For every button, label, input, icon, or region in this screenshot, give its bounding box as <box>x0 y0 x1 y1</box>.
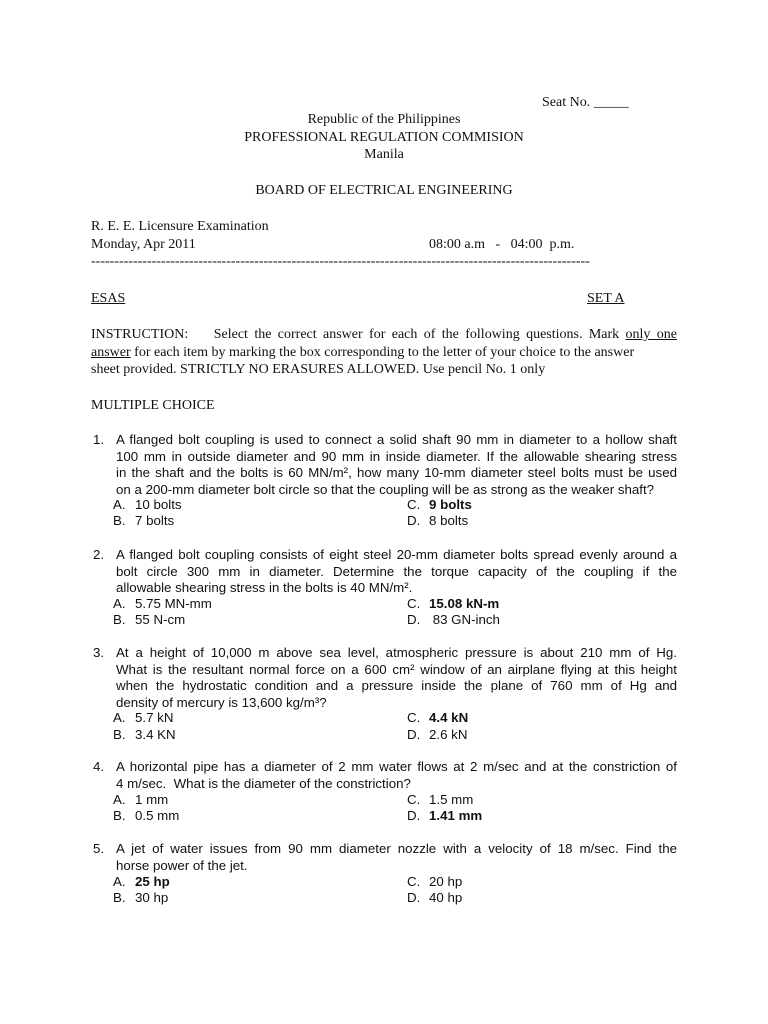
question-line: horse power of the jet. <box>116 857 248 873</box>
board-heading: BOARD OF ELECTRICAL ENGINEERING <box>255 183 513 198</box>
option-b: B. 55 N-cm <box>113 612 186 627</box>
instruction-block <box>91 326 677 379</box>
subject-label: ESAS <box>91 291 126 306</box>
option-b: B. 0.5 mm <box>113 808 180 823</box>
question-text <box>116 841 677 874</box>
option-c-correct: C. 9 bolts <box>407 497 472 512</box>
question-text <box>116 645 677 711</box>
option-b: B. 30 hp <box>113 890 169 905</box>
option-c-correct: C. 15.08 kN-m <box>407 596 500 611</box>
question-text <box>116 547 677 597</box>
option-c: C. 20 hp <box>407 874 463 889</box>
question-line: when the hydrostatic condition and a pressure inside the plane of 760 mm of Hg and <box>116 678 677 693</box>
question-line: on a 200-mm diameter bolt circle so that the coupling will be as strong as the weaker shaft? <box>116 481 655 497</box>
question-text <box>116 432 677 498</box>
set-label: SET A <box>587 291 625 306</box>
republic-heading: Republic of the Philippines <box>307 112 461 127</box>
option-d: D. 8 bolts <box>407 513 469 528</box>
seat-number: Seat No. _____ <box>542 95 629 110</box>
question-text <box>116 759 677 792</box>
question-line: 4 m/sec. What is the diameter of the constriction? <box>116 775 411 791</box>
question-line: A horizontal pipe has a diameter of 2 mm water flows at 2 m/sec and at the constriction of <box>116 759 677 774</box>
option-a: A. 5.75 MN-mm <box>113 596 212 611</box>
question-line: A jet of water issues from 90 mm diameter nozzle with a velocity of 18 m/sec. Find the <box>116 841 677 856</box>
question-number: 3. <box>93 645 105 660</box>
question-line: What is the resultant normal force on a 600 cm² window of an airplane flying at this height <box>116 661 677 677</box>
exam-time: 08:00 a.m - 04:00 p.m. <box>429 237 575 252</box>
question-number: 2. <box>93 547 105 562</box>
option-a: A. 10 bolts <box>113 497 182 512</box>
section-title: MULTIPLE CHOICE <box>91 398 215 413</box>
option-d: D. 40 hp <box>407 890 463 905</box>
question-number: 1. <box>93 432 105 447</box>
question-line: At a height of 10,000 m above sea level, atmospheric pressure is about 210 mm of Hg. <box>116 645 677 660</box>
option-a: A. 1 mm <box>113 792 169 807</box>
option-d: D. 83 GN-inch <box>407 612 500 627</box>
question-number: 5. <box>93 841 105 856</box>
question-line: A flanged bolt coupling consists of eight steel 20-mm diameter bolts spread evenly around a <box>116 547 677 562</box>
instruction-text-2: for each item by marking the box corresponding to the letter of your choice to the answer <box>134 344 635 360</box>
option-d: D. 2.6 kN <box>407 727 468 742</box>
exam-title: R. E. E. Licensure Examination <box>91 219 269 234</box>
option-b: B. 7 bolts <box>113 513 175 528</box>
instruction-line-2 <box>91 344 677 362</box>
city-heading: Manila <box>364 147 404 162</box>
instruction-emphasis-2: answer <box>91 344 131 360</box>
option-a-correct: A. 25 hp <box>113 874 170 889</box>
option-c: C. 1.5 mm <box>407 792 474 807</box>
question-line: in the shaft and the bolts is 60 MN/m², how many 10-mm diameter steel bolts must be used <box>116 465 677 480</box>
question-line: 100 mm in outside diameter and 90 mm in inside diameter. If the allowable shearing stress <box>116 448 677 464</box>
question-line: bolt circle 300 mm in diameter. Determine the torque capacity of the coupling if the <box>116 563 677 579</box>
option-d-correct: D. 1.41 mm <box>407 808 483 823</box>
divider-line: ----------------------------------------------------------------------------------------------------------- <box>91 254 590 269</box>
commission-heading: PROFESSIONAL REGULATION COMMISION <box>244 130 524 145</box>
instruction-label: INSTRUCTION: <box>91 327 189 342</box>
question-number: 4. <box>93 759 105 774</box>
instruction-line-1 <box>91 326 677 344</box>
option-b: B. 3.4 KN <box>113 727 176 742</box>
instruction-emphasis-1: only one <box>625 327 678 342</box>
option-c-correct: C. 4.4 kN <box>407 710 469 725</box>
instruction-line-3: sheet provided. STRICTLY NO ERASURES ALLOWED. Use pencil No. 1 only <box>91 362 546 377</box>
instruction-text-1: Select the correct answer for each of the following questions. Mark <box>213 327 620 342</box>
question-line: A flanged bolt coupling is used to connect a solid shaft 90 mm in diameter to a hollow shaft <box>116 432 677 447</box>
exam-date: Monday, Apr 2011 <box>91 237 196 252</box>
question-line: allowable shearing stress in the bolts is 40 MN/m². <box>116 580 413 595</box>
option-a: A. 5.7 kN <box>113 710 174 725</box>
question-line: density of mercury is 13,600 kg/m³? <box>116 694 327 710</box>
